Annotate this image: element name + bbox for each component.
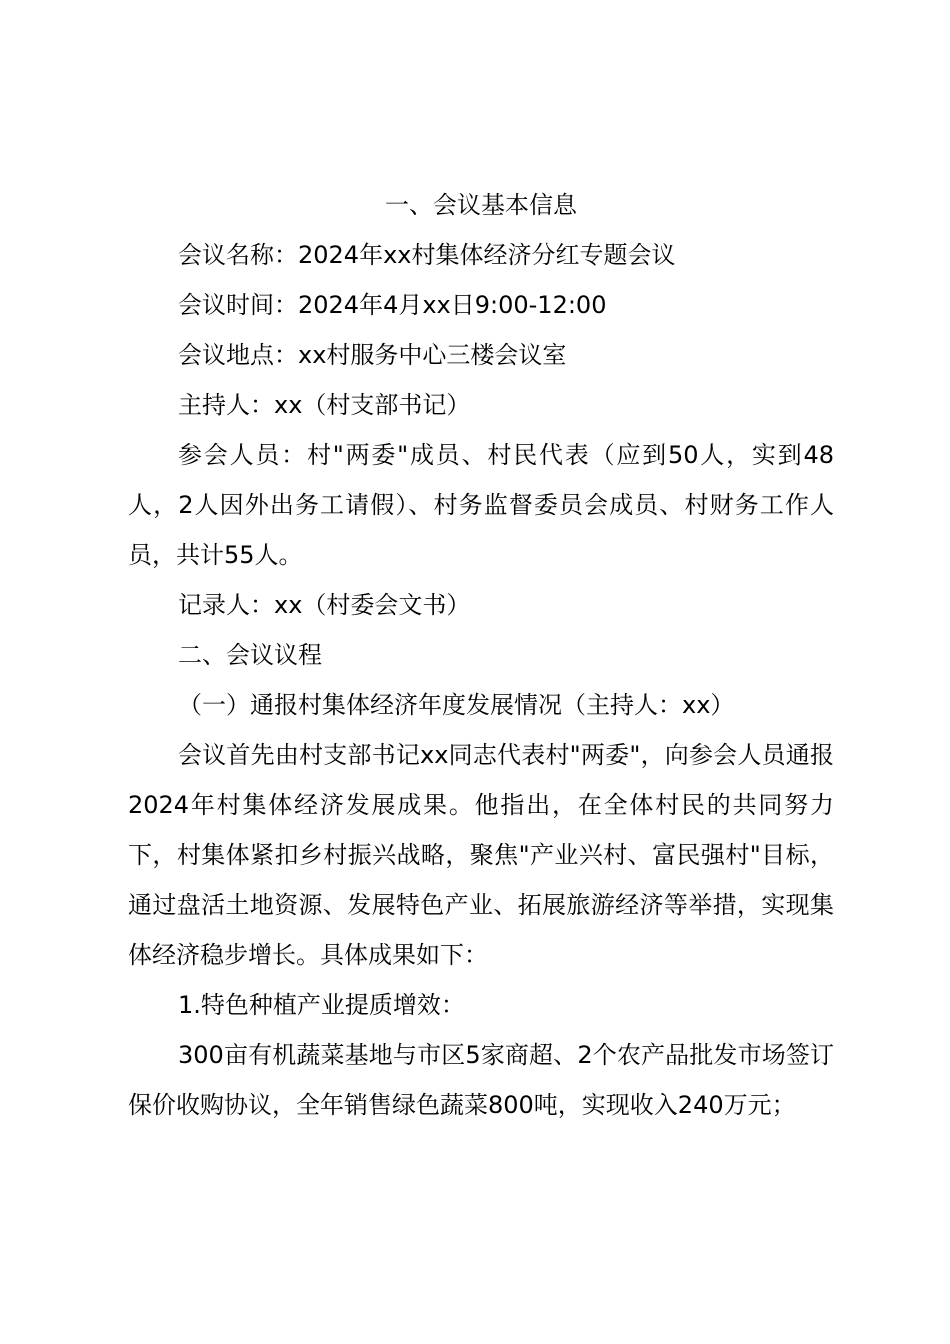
paragraph-meeting-name: 会议名称：2024年xx村集体经济分红专题会议	[178, 241, 676, 269]
paragraph-achievement-1-detail: 300亩有机蔬菜基地与市区5家商超、2个农产品批发市场签订保价收购协议，全年销售绿色蔬菜800吨，实现收入240万元；	[128, 1041, 834, 1119]
section-title-agenda: 二、会议议程	[178, 641, 322, 669]
paragraph-meeting-time: 会议时间：2024年4月xx日9:00-12:00	[178, 291, 607, 319]
section-title-basic-info: 一、会议基本信息	[385, 191, 577, 219]
paragraph-attendees: 参会人员：村"两委"成员、村民代表（应到50人，实到48人，2人因外出务工请假）、村务监督委员会成员、村财务工作人员，共计55人。	[128, 441, 834, 569]
document-page	[128, 180, 834, 1130]
paragraph-report-intro: 会议首先由村支部书记xx同志代表村"两委"，向参会人员通报2024年村集体经济发展成果。他指出，在全体村民的共同努力下，村集体紧扣乡村振兴战略，聚焦"产业兴村、富民强村"目标，通过盘活土地资源、发展特色产业、拓展旅游经济等举措，实现集体经济稳步增长。具体成果如下：	[128, 741, 834, 969]
agenda-item-1-heading: （一）通报村集体经济年度发展情况（主持人：xx）	[178, 691, 735, 719]
paragraph-host: 主持人：xx（村支部书记）	[178, 391, 471, 419]
paragraph-recorder: 记录人：xx（村委会文书）	[178, 591, 471, 619]
paragraph-achievement-1-heading: 1.特色种植产业提质增效：	[178, 991, 465, 1019]
paragraph-meeting-location: 会议地点：xx村服务中心三楼会议室	[178, 341, 567, 369]
